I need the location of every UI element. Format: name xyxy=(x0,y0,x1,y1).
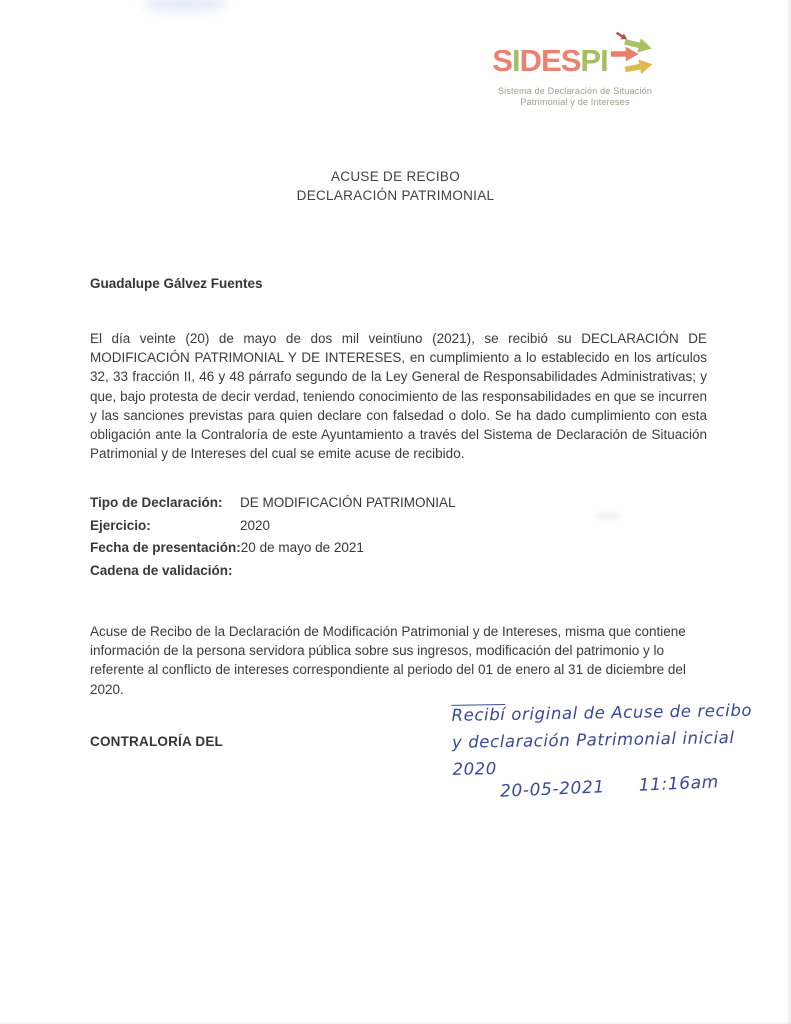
logo-tagline-line1: Sistema de Declaración de Situación xyxy=(497,86,653,96)
field-label: Cadena de validación: xyxy=(90,562,233,578)
logo-tagline xyxy=(468,86,682,108)
logo-letter: S xyxy=(560,42,581,78)
sidespi-letters xyxy=(492,42,608,78)
logo-letter: D xyxy=(519,42,541,78)
handwritten-word-recibi: Recibí xyxy=(451,704,506,725)
recipient-name: Guadalupe Gálvez Fuentes xyxy=(90,276,263,291)
logo-letter: I xyxy=(511,42,520,78)
field-value: DE MODIFICACIÓN PATRIMONIAL xyxy=(240,495,456,510)
logo-tagline-line2: Patrimonial y de Intereses xyxy=(520,97,630,107)
body-paragraph-2: Acuse de Recibo de la Declaración de Modificación Patrimonial y de Intereses, misma que contiene información de la persona servidora pública sobre sus ingresos, modificación del patrimonio y lo referente al conflicto de intereses correspondiente al periodo del 01 de enero al 31 de diciembre del 2020. xyxy=(90,624,686,697)
field-label: Ejercicio: xyxy=(90,517,151,533)
document-title-line1: ACUSE DE RECIBO xyxy=(330,169,461,184)
field-value: 20 de mayo de 2021 xyxy=(240,540,364,555)
logo-letter: S xyxy=(492,42,512,78)
field-row-ejercicio xyxy=(90,518,650,541)
tri-arrows-icon xyxy=(610,29,658,84)
contraloria-title: CONTRALORÍA DEL xyxy=(90,734,223,749)
field-value: 2020 xyxy=(240,517,271,533)
logo-letter: E xyxy=(541,42,561,78)
sidespi-wordmark xyxy=(468,36,682,84)
declaration-fields xyxy=(90,495,650,585)
scan-smudge-artifact xyxy=(142,0,227,12)
handwritten-note xyxy=(451,696,782,783)
field-label: Fecha de presentación: xyxy=(90,540,241,555)
handwritten-note-line1-rest: original de Acuse de recibo xyxy=(505,700,753,724)
document-title-line2: DECLARACIÓN PATRIMONIAL xyxy=(296,188,495,203)
sidespi-logo xyxy=(468,36,682,108)
handwritten-time: 11:16am xyxy=(638,772,720,796)
handwritten-note-line2: y declaración Patrimonial inicial 2020 xyxy=(451,727,735,779)
logo-letter: P xyxy=(580,42,601,78)
document-title xyxy=(0,167,791,205)
logo-letter: I xyxy=(600,42,608,78)
field-row-tipo-declaracion xyxy=(90,495,650,518)
field-label: Tipo de Declaración: xyxy=(90,495,223,510)
handwritten-date: 20-05-2021 xyxy=(499,777,606,802)
field-row-fecha-presentacion xyxy=(90,540,650,563)
field-row-cadena-validacion xyxy=(90,563,650,586)
body-paragraph-1: El día veinte (20) de mayo de dos mil veintiuno (2021), se recibió su DECLARACIÓN DE MODIFICACIÓN PATRIMONIAL Y DE INTERESES, en cumplimiento a lo establecido en los artículos 32, 33 fracción II, 46 y 48 párrafo segundo de la Ley General de Responsabilidades Administrativas; y que, bajo protesta de decir verdad, teniendo conocimiento de las responsabilidades en que se incurren y las sanciones previstas para quien declare con falsedad o dolo. Se ha dado cumplimiento con esta obligación ante la Contraloría de este Ayuntamiento a través del Sistema de Declaración de Situación Patrimonial y de Intereses del cual se emite acuse de recibido. xyxy=(90,331,707,462)
